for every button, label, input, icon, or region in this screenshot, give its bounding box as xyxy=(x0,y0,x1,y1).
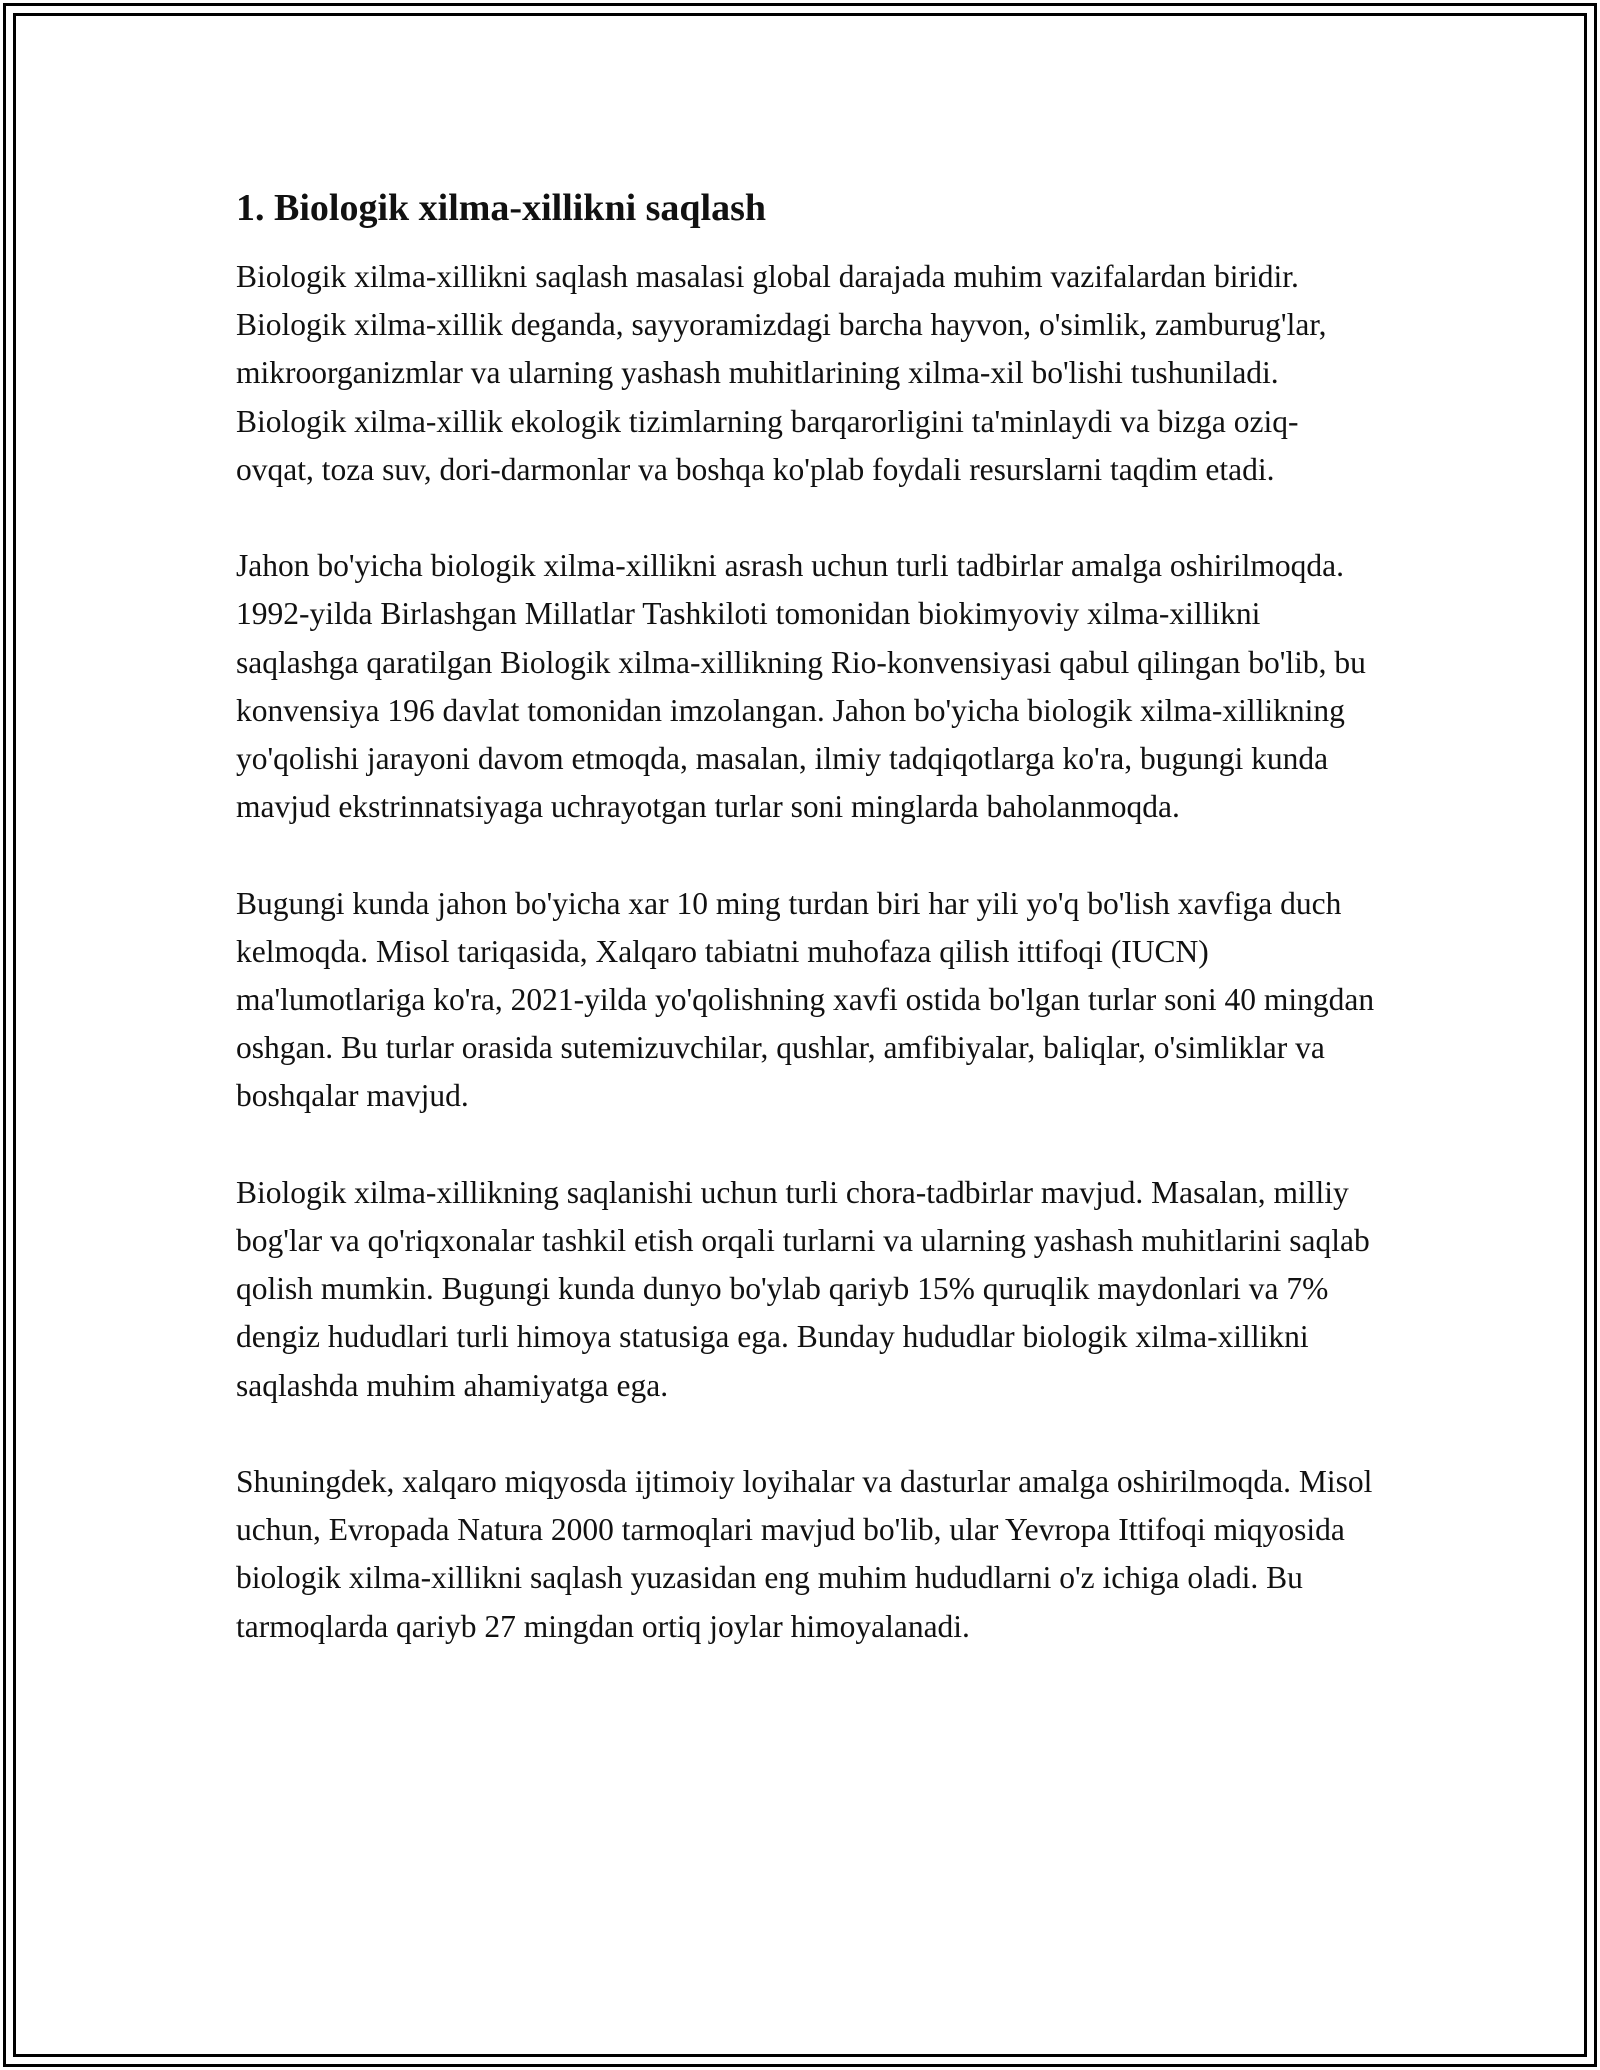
paragraph-2: Jahon bo'yicha biologik xilma-xillikni asrash uchun turli tadbirlar amalga oshirilmoqda. 1992-yilda Birlashgan Millatlar Tashkiloti tomonidan biokimyoviy xilma-xillikni saqlashga qaratilgan Biologik xilma-xillikning Rio-konvensiyasi qabul qilingan bo'lib, bu konvensiya 196 davlat tomonidan imzolangan. Jahon bo'yicha biologik xilma-xillikning yo'qolishi jarayoni davom etmoqda, masalan, ilmiy tadqiqotlarga ko'ra, bugungi kunda mavjud ekstrinnatsiyaga uchrayotgan turlar soni minglarda baholanmoqda. xyxy=(236,548,1366,825)
document-body xyxy=(236,185,1376,1699)
paragraph-5: Shuningdek, xalqaro miqyosda ijtimoiy loyihalar va dasturlar amalga oshirilmoqda. Misol uchun, Evropada Natura 2000 tarmoqlari mavjud bo'lib, ular Yevropa Ittifoqi miqyosida biologik xilma-xillikni saqlash yuzasidan eng muhim hududlarni o'z ichiga oladi. Bu tarmoqlarda qariyb 27 mingdan ortiq joylar himoyalanadi. xyxy=(236,1464,1373,1644)
section-title: 1. Biologik xilma-xillikni saqlash xyxy=(236,187,767,229)
paragraph-3: Bugungi kunda jahon bo'yicha xar 10 ming turdan biri har yili yo'q bo'lish xavfiga duch kelmoqda. Misol tariqasida, Xalqaro tabiatni muhofaza qilish ittifoqi (IUCN) ma'lumotlariga ko'ra, 2021-yilda yo'qolishning xavfi ostida bo'lgan turlar soni 40 mingdan oshgan. Bu turlar orasida sutemizuvchilar, qushlar, amfibiyalar, baliqlar, o'simliklar va boshqalar mavjud. xyxy=(236,885,1375,1114)
paragraph-4: Biologik xilma-xillikning saqlanishi uchun turli chora-tadbirlar mavjud. Masalan, milliy bog'lar va qo'riqxonalar tashkil etish orqali turlarni va ularning yashash muhitlarini saqlab qolish mumkin. Bugungi kunda dunyo bo'ylab qariyb 15% quruqlik maydonlari va 7% dengiz hududlari turli himoya statusiga ega. Bunday hududlar biologik xilma-xillikni saqlashda muhim ahamiyatga ega. xyxy=(236,1174,1370,1403)
paragraph-1: Biologik xilma-xillikni saqlash masalasi global darajada muhim vazifalardan biridir. Biologik xilma-xillik deganda, sayyoramizdagi barcha hayvon, o'simlik, zamburug'lar, mikroorganizmlar va ularning yashash muhitlarining xilma-xil bo'lishi tushuniladi. Biologik xilma-xillik ekologik tizimlarning barqarorligini ta'minlaydi va bizga oziq-ovqat, toza suv, dori-darmonlar va boshqa ko'plab foydali resurslarni taqdim etadi. xyxy=(236,259,1327,487)
